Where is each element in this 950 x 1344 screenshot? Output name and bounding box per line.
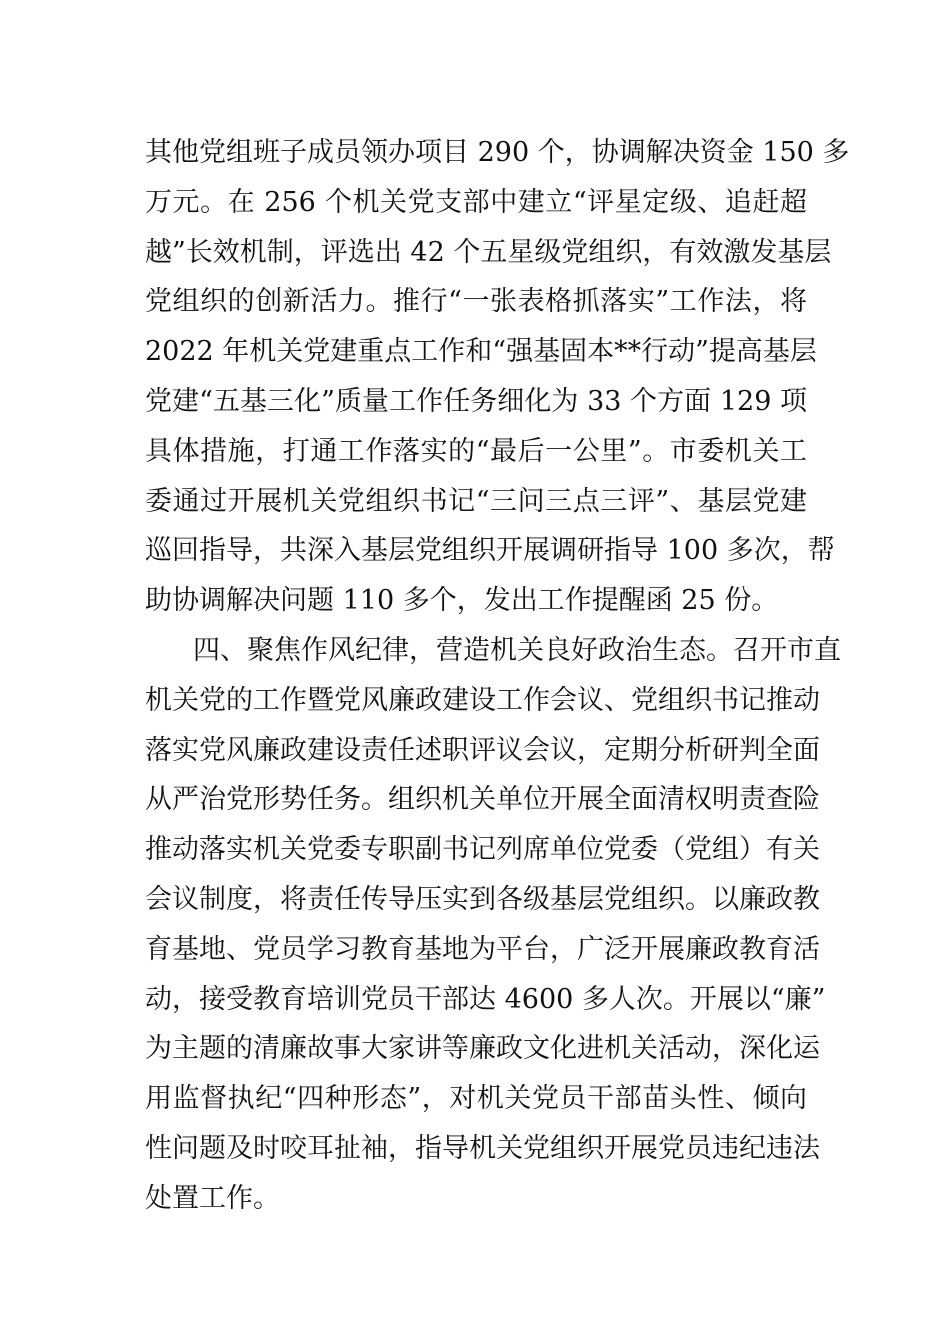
section-heading-line: 四、聚焦作风纪律，营造机关良好政治生态。召开市直 [193,634,841,666]
text-line: 巡回指导，共深入基层党组织开展调研指导 100 多次，帮 [145,535,835,567]
text-line: 用监督执纪“四种形态”，对机关党员干部苗头性、倾向 [145,1083,807,1115]
text-line: 动，接受教育培训党员干部达 4600 多人次。开展以“廉” [145,983,826,1015]
text-line: 党建“五基三化”质量工作任务细化为 33 个方面 129 项 [145,385,807,417]
text-line: 其他党组班子成员领办项目 290 个，协调解决资金 150 多 [145,137,850,168]
text-line: 机关党的工作暨党风廉政建设工作会议、党组织书记推动 [145,684,820,716]
text-line: 助协调解决问题 110 多个，发出工作提醒函 25 份。 [145,585,779,617]
text-line: 委通过开展机关党组织书记“三问三点三评”、基层党建 [145,485,807,517]
text-line: 会议制度，将责任传导压实到各级基层党组织。以廉政教 [145,883,820,915]
text-line: 处置工作。 [145,1182,280,1214]
text-line: 落实党风廉政建设责任述职评议会议，定期分析研判全面 [145,734,820,766]
text-line: 万元。在 256 个机关党支部中建立“评星定级、追赶超 [145,186,807,218]
text-line: 具体措施，打通工作落实的“最后一公里”。市委机关工 [145,435,807,467]
text-line: 推动落实机关党委专职副书记列席单位党委（党组）有关 [145,834,820,866]
text-line: 越”长效机制，评选出 42 个五星级党组织，有效激发基层 [145,236,832,268]
document-body [145,128,850,1224]
text-line: 2022 年机关党建重点工作和“强基固本**行动”提高基层 [145,336,817,368]
text-line: 从严治党形势任务。组织机关单位开展全面清权明责查险 [145,784,820,816]
paragraph-continued [145,128,850,626]
text-line: 党组织的创新活力。推行“一张表格抓落实”工作法，将 [145,286,807,318]
text-line: 育基地、党员学习教育基地为平台，广泛开展廉政教育活 [145,933,820,965]
text-line: 为主题的清廉故事大家讲等廉政文化进机关活动，深化运 [145,1033,820,1065]
paragraph-section-4 [145,626,841,1224]
text-line: 性问题及时咬耳扯袖，指导机关党组织开展党员违纪违法 [145,1132,820,1164]
